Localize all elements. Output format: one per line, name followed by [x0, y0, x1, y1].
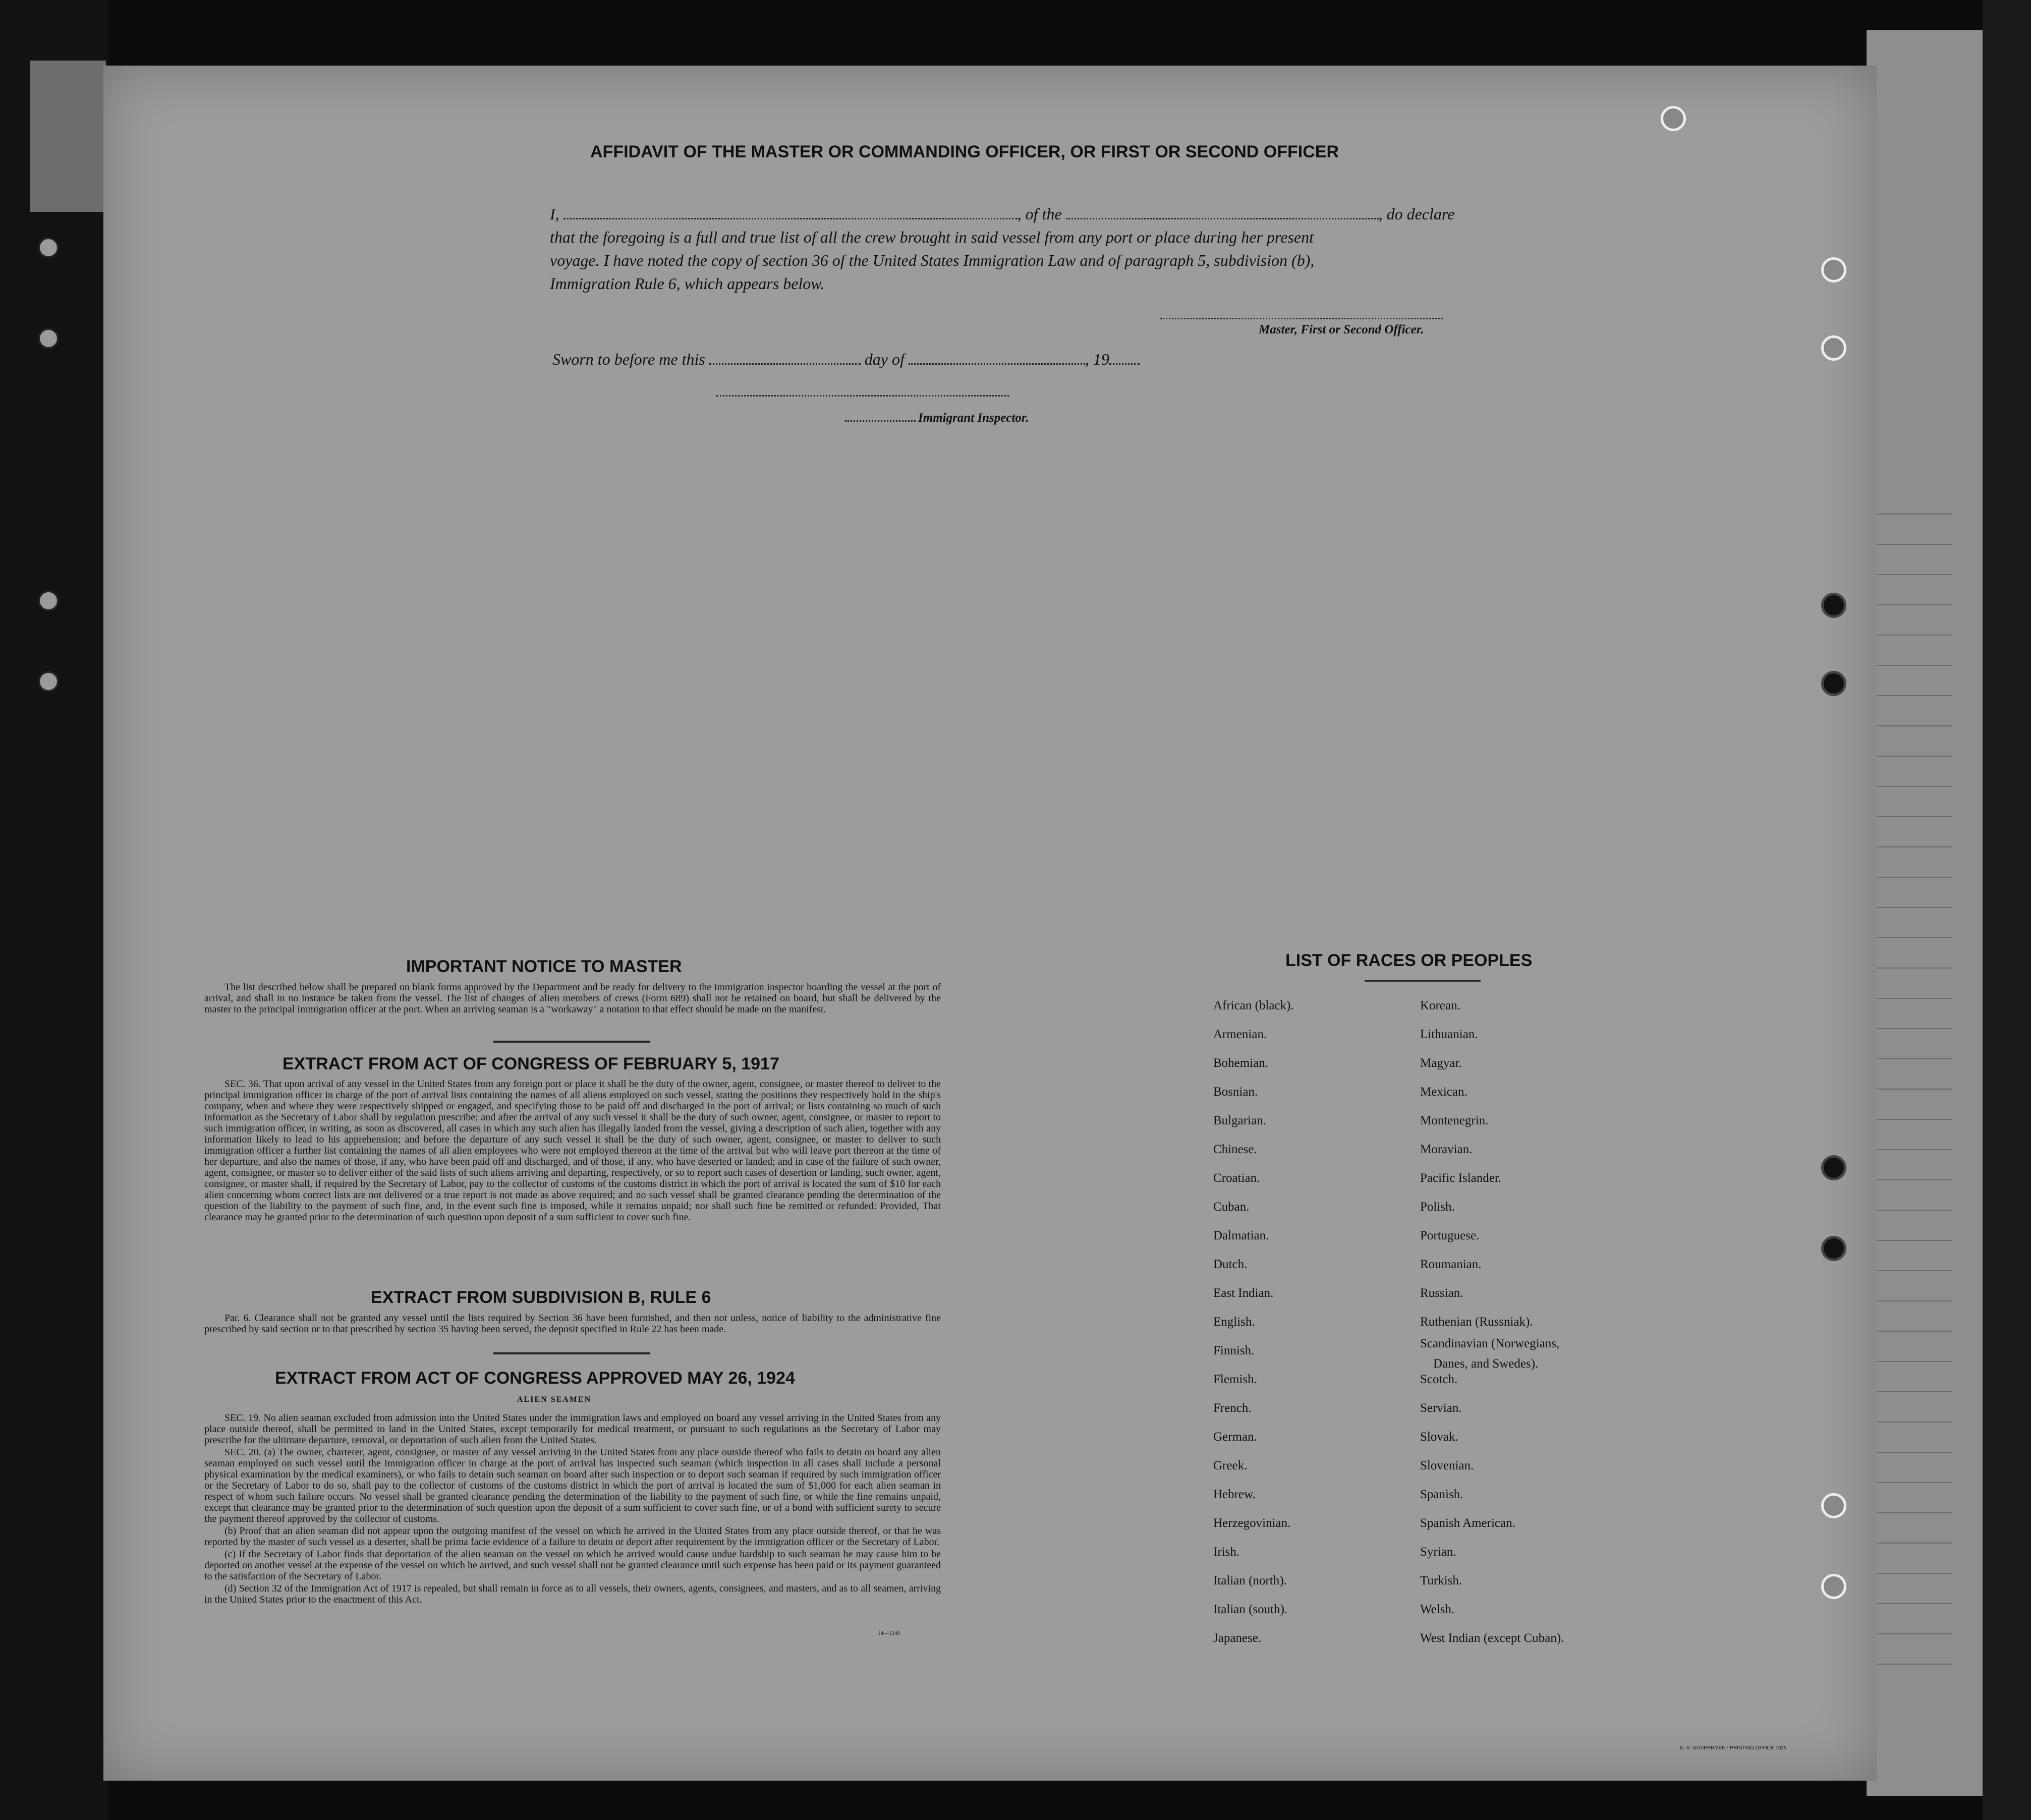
race-item: Italian (north). — [1213, 1574, 1287, 1587]
race-item: Spanish. — [1420, 1488, 1463, 1501]
races-title: LIST OF RACES OR PEOPLES — [1285, 951, 1533, 970]
race-item: Montenegrin. — [1420, 1114, 1489, 1127]
race-item: Spanish American. — [1420, 1516, 1515, 1530]
race-item: Turkish. — [1420, 1574, 1462, 1587]
race-item: Scandinavian (Norwegians, — [1420, 1337, 1560, 1350]
race-item: Irish. — [1213, 1545, 1240, 1559]
affidavit-line-4: Immigration Rule 6, which appears below. — [550, 274, 825, 293]
race-item: West Indian (except Cuban). — [1420, 1631, 1564, 1645]
race-item: Portuguese. — [1420, 1229, 1480, 1242]
race-item: Flemish. — [1213, 1373, 1257, 1386]
extract-1924-title: EXTRACT FROM ACT OF CONGRESS APPROVED MAY 26, 1924 — [275, 1369, 795, 1388]
extract-rule6-text: Par. 6. Clearance shall not be granted any vessel until the lists required by Section 36 have been furnished, and then not unless, notice of liability to the administrative fine prescribed by said section or to that prescribed by section 35 having been served, the deposit specified in Rule 22 has been made. — [204, 1313, 941, 1335]
binding-hole — [38, 328, 59, 349]
notice-title: IMPORTANT NOTICE TO MASTER — [406, 957, 682, 976]
affidavit-line-2: that the foregoing is a full and true list of all the crew brought in said vessel from any port or place during her present — [550, 228, 1314, 246]
race-item: Slovenian. — [1420, 1459, 1474, 1472]
notice-text: The list described below shall be prepared on blank forms approved by the Department and be ready for delivery to the immigration inspector boarding the vessel at the port of arrival, and shall in no instance be taken from the vessel. The list of changes of alien members of crews (Form 689) shall not be retained on board, but shall be delivered by the master to the principal immigration officer at the port. When an arriving seaman is a "workaway" a notation to that effect should be made on the manifest. — [204, 982, 941, 1015]
race-item: East Indian. — [1213, 1286, 1274, 1300]
inspector-dots — [845, 420, 916, 422]
punch-hole — [1821, 1155, 1846, 1180]
extract-rule6-body — [204, 1313, 941, 1336]
race-item: Bohemian. — [1213, 1056, 1269, 1070]
extract-1917-title: EXTRACT FROM ACT OF CONGRESS OF FEBRUARY 5, 1917 — [283, 1054, 779, 1073]
race-item: Dutch. — [1213, 1258, 1248, 1271]
sworn-month-blank — [909, 347, 1085, 365]
race-item: Russian. — [1420, 1286, 1463, 1300]
notice-body — [204, 982, 941, 1016]
section-divider — [493, 1352, 650, 1354]
race-item: French. — [1213, 1401, 1252, 1415]
extract-1917-body — [204, 1078, 941, 1224]
vessel-blank — [1066, 202, 1379, 219]
race-item: Greek. — [1213, 1459, 1248, 1472]
name-blank — [563, 202, 1018, 219]
punch-hole — [1661, 106, 1686, 131]
race-item: Dalmatian. — [1213, 1229, 1269, 1242]
printer-imprint: U. S. GOVERNMENT PRINTING OFFICE 1925 — [1680, 1745, 1787, 1751]
punch-hole — [1821, 335, 1846, 361]
race-item: Ruthenian (Russniak). — [1420, 1315, 1533, 1329]
punch-hole — [1821, 257, 1846, 282]
binder-edge — [1983, 0, 2031, 1820]
race-item: Japanese. — [1213, 1631, 1262, 1645]
race-item: Hebrew. — [1213, 1488, 1256, 1501]
extract-1924-sec20a: SEC. 20. (a) The owner, charterer, agent, consignee, or master of any vessel arriving in the United States from any place outside thereof who fails to detain on board any alien seaman employed on such vessel until the immigration officer in charge at the port of arrival has inspected such seaman (which inspection in all cases shall include a personal physical examination by the medical examiners), or who fails to detain such seaman on board after such inspection or to deport such seaman if required by such immigration officer or the Secretary of Labor to do so, shall pay to the collector of customs of the customs district in which the port of arrival is located the sum of $1,000 for each alien seaman in respect of whom such failure occurs. No vessel shall be granted clearance pending the determination of the liability to the payment of such fine, or while the fine remains unpaid, except that clearance may be granted prior to the determination of such question upon the deposit of a sum sufficient to cover such fine, or of a bond with sufficient surety to secure the payment thereof approved by the collector of customs. — [204, 1447, 941, 1524]
affidavit-do-declare: , do declare — [1378, 205, 1455, 223]
race-item: Scotch. — [1420, 1373, 1458, 1386]
race-item: Herzegovinian. — [1213, 1516, 1291, 1530]
race-item: Roumanian. — [1420, 1258, 1482, 1271]
race-item: Danes, and Swedes). — [1433, 1357, 1539, 1371]
punch-hole — [1821, 671, 1846, 696]
master-signature-line — [1160, 318, 1443, 319]
race-item: Polish. — [1420, 1200, 1455, 1214]
punch-hole — [1821, 593, 1846, 618]
master-label: Master, First or Second Officer. — [1259, 323, 1424, 336]
punch-hole — [1821, 1574, 1846, 1599]
race-item: Slovak. — [1420, 1430, 1458, 1444]
race-item: Moravian. — [1420, 1143, 1473, 1156]
sworn-text: Sworn to before me this — [552, 350, 705, 368]
race-item: Italian (south). — [1213, 1603, 1288, 1616]
extract-1924-sec20c: (c) If the Secretary of Labor finds that deportation of the alien seaman on the vessel on which he arrived would cause undue hardship to such seaman he may cause him to be deported on another vessel at the expense of the vessel on which he arrived, and such vessel shall not be granted clearance until such expense has been paid or its payment guaranteed to the satisfaction of the Secretary of Labor. — [204, 1549, 941, 1582]
binding-hole — [38, 237, 59, 258]
affidavit-i: I, — [550, 205, 559, 223]
sworn-line — [552, 347, 1140, 369]
section-divider — [493, 1041, 650, 1043]
race-item: Welsh. — [1420, 1603, 1455, 1616]
year-blank — [1109, 347, 1140, 365]
extract-1924-body — [204, 1412, 941, 1606]
extract-1924-sec19: SEC. 19. No alien seaman excluded from admission into the United States under the immigration laws and employed on board any vessel arriving in the United States from any place outside thereof, shall be permitted to land in the United States, except temporarily for medical treatment, or pursuant to such regulations as the Secretary of Labor may prescribe for the ultimate departure, removal, or deportation of such alien from the United States. — [204, 1412, 941, 1446]
race-item: African (black). — [1213, 999, 1294, 1012]
extract-1917-text: SEC. 36. That upon arrival of any vessel in the United States from any foreign port or place it shall be the duty of the owner, agent, consignee, or master thereof to deliver to the principal immigration officer in charge of the port of arrival lists containing the names of all aliens employed on such vessel, stating the positions they respectively hold in the ship's company, when and where they were respectively shipped or engaged, and specifying those to be paid off and discharged in the port of arrival; or lists containing so much of such information as the Secretary of Labor shall by regulation prescribe; and after the arrival of any such vessel it shall be the duty of such owner, agent, consignee, or master to report to such immigration officer, in writing, as soon as discovered, all cases in which any such alien has illegally landed from the vessel, giving a description of such alien, together with any information likely to lead to his apprehension; and before the departure of any such vessel it shall be the duty of such owner, agent, consignee, or master to deliver to such immigration officer a further list containing the names of all alien employees who were not employed thereon at the time of the arrival but who will leave port thereon at the time of her departure, and also the names of those, if any, who have been paid off and discharged, and of those, if any, who have deserted or landed; and in case of the failure of such owner, agent, consignee, or master so to deliver either of the said lists of such aliens arriving and departing, respectively, or so to report such cases of desertion or landing, such owner, agent, consignee, or master shall, if required by the Secretary of Labor, pay to the collector of customs of the customs district in which the port of arrival is located the sum of $10 for each alien concerning whom correct lists are not delivered or a true report is not made as above required; and no such vessel shall be granted clearance pending the determination of the question of the liability to the payment of such fine, and, in the event such fine is imposed, while it remains unpaid; nor shall such fine be remitted or refunded: Provided, That clearance may be granted prior to the determination of such question upon deposit of a sum sufficient to cover such fine. — [204, 1078, 941, 1223]
race-item: Servian. — [1420, 1401, 1462, 1415]
binder-spine — [0, 0, 108, 1820]
race-item: Bulgarian. — [1213, 1114, 1266, 1127]
binding-hole — [38, 671, 59, 692]
race-item: Cuban. — [1213, 1200, 1250, 1214]
affidavit-body — [550, 202, 1478, 295]
year-text: , 19 — [1085, 350, 1109, 368]
races-divider — [1365, 980, 1481, 982]
race-item: English. — [1213, 1315, 1255, 1329]
race-item: Pacific Islander. — [1420, 1171, 1502, 1185]
underlying-page-grid — [1877, 504, 1952, 1665]
extract-rule6-title: EXTRACT FROM SUBDIVISION B, RULE 6 — [371, 1288, 711, 1307]
punch-hole — [1821, 1493, 1846, 1518]
race-item: Korean. — [1420, 999, 1460, 1012]
affidavit-of-the: , of the — [1017, 205, 1062, 223]
underlying-page-edge — [30, 61, 106, 212]
extract-1924-sec20d: (d) Section 32 of the Immigration Act of 1917 is repealed, but shall remain in force as to all vessels, their owners, agents, consignees, and masters, and as to all seamen, arriving in the United States prior to the enactment of this Act. — [204, 1583, 941, 1605]
extract-1924-sec20b: (b) Proof that an alien seaman did not appear upon the outgoing manifest of the vessel on which he arrived in the United States from any place outside thereof, or that he was reported by the master of such vessel as a deserter, shall be prima facie evidence of a failure to detain or deport after requirement by the immigration officer or the Secretary of Labor. — [204, 1525, 941, 1548]
race-item: Syrian. — [1420, 1545, 1456, 1559]
affidavit-line-3: voyage. I have noted the copy of section 36 of the United States Immigration Law and of paragraph 5, subdivision (b), — [550, 251, 1315, 269]
race-item: Lithuanian. — [1420, 1028, 1478, 1041]
race-item: Magyar. — [1420, 1056, 1462, 1070]
race-item: Croatian. — [1213, 1171, 1260, 1185]
affidavit-line-1 — [550, 202, 1478, 225]
binding-hole — [38, 590, 59, 611]
affidavit-title: AFFIDAVIT OF THE MASTER OR COMMANDING OFFICER, OR FIRST OR SECOND OFFICER — [590, 142, 1339, 161]
race-item: Chinese. — [1213, 1143, 1257, 1156]
sworn-day-blank — [709, 347, 861, 365]
race-item: German. — [1213, 1430, 1257, 1444]
inspector-signature-line — [716, 395, 1009, 396]
inspector-label: Immigrant Inspector. — [918, 411, 1029, 425]
race-item: Mexican. — [1420, 1085, 1468, 1099]
race-item: Finnish. — [1213, 1344, 1255, 1357]
day-of-text: day of — [864, 350, 905, 368]
punch-hole — [1821, 1236, 1846, 1261]
alien-seamen-subtitle: ALIEN SEAMEN — [517, 1395, 592, 1404]
race-item: Bosnian. — [1213, 1085, 1258, 1099]
race-item: Armenian. — [1213, 1028, 1267, 1041]
form-number: 14—1240 — [878, 1630, 900, 1636]
